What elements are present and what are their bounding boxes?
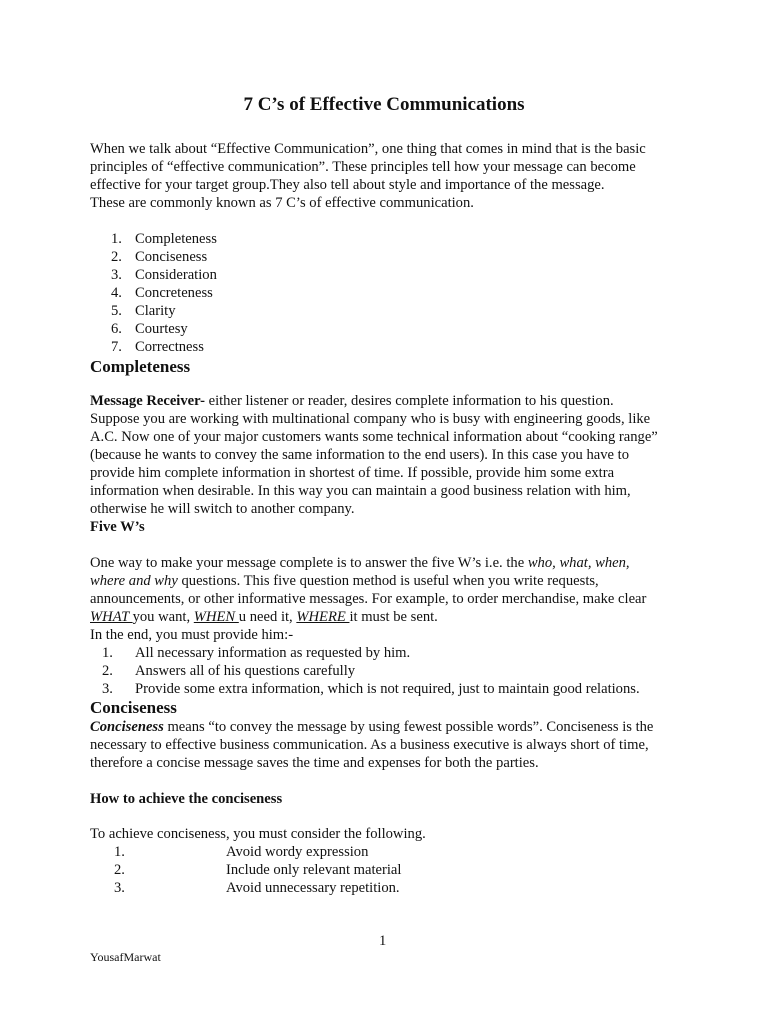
list-item: 2. Include only relevant material <box>114 862 402 878</box>
page-title: 7 C’s of Effective Communications <box>243 94 525 115</box>
conciseness-heading: Conciseness <box>90 698 177 717</box>
seven-cs-list <box>90 230 690 356</box>
page-number: 1 <box>379 933 387 949</box>
consider-line: To achieve conciseness, you must consider the following. <box>90 826 426 842</box>
intro-paragraph <box>90 140 690 212</box>
list-item: 4. Concreteness <box>111 285 213 301</box>
completeness-line: provide him complete information in shortest of time. If possible, provide him some extra <box>90 465 615 481</box>
completeness-line: A.C. Now one of your major customers wants some technical information about “cooking range” <box>90 429 658 445</box>
list-item: 2. Answers all of his questions carefully <box>102 663 356 679</box>
intro-line: These are commonly known as 7 C’s of effective communication. <box>90 195 474 211</box>
list-item: 1. Avoid wordy expression <box>114 844 369 860</box>
intro-line: effective for your target group.They also tell about style and importance of the message. <box>90 177 605 193</box>
list-item: 3. Provide some extra information, which is not required, just to maintain good relations. <box>102 681 640 697</box>
list-item: 1. Completeness <box>111 231 217 247</box>
completeness-line: information when desirable. In this way you can maintain a good business relation with him, <box>90 483 631 499</box>
receiver-label: Message Receiver- <box>90 393 205 409</box>
receiver-line: Message Receiver- either listener or reader, desires complete information to his question. <box>90 393 614 409</box>
list-item: 7. Correctness <box>111 339 204 355</box>
five-ws-paragraph: One way to make your message complete is to answer the five W’s i.e. the who, what, when, where and why questions. This five question method is useful when you write requests, announcements, or other informative messages. For example, to order merchandise, make clear WHAT you want, WHEN u need it, WHERE it must be sent. In the end, you must provide him:- <box>90 554 690 644</box>
intro-line: When we talk about “Effective Communication”, one thing that comes in mind that is the basic <box>90 141 646 157</box>
completeness-paragraph <box>90 392 690 536</box>
completeness-line: otherwise he will switch to another company. <box>90 501 355 517</box>
list-item: 2. Conciseness <box>111 249 208 265</box>
list-item: 6. Courtesy <box>111 321 188 337</box>
footer-author: YousafMarwat <box>90 950 161 964</box>
completeness-line: (because he wants to convey the same information to the end users). In this case you have to <box>90 447 629 463</box>
list-item: 1. All necessary information as requested by him. <box>102 645 411 661</box>
conciseness-steps <box>90 843 690 897</box>
provide-list <box>90 644 690 698</box>
conciseness-paragraph: Conciseness means “to convey the message by using fewest possible words”. Conciseness is the necessary to effective business communication. As a business executive is always short of time, therefore a concise message saves the time and expenses for both the parties. <box>90 719 654 771</box>
completeness-line: Suppose you are working with multinational company who is busy with engineering goods, like <box>90 411 651 427</box>
list-item: 3. Avoid unnecessary repetition. <box>114 880 400 896</box>
list-item: 5. Clarity <box>111 303 176 319</box>
completeness-heading: Completeness <box>90 357 191 376</box>
intro-line: principles of “effective communication”. These principles tell how your message can become <box>90 159 636 175</box>
in-the-end: In the end, you must provide him:- <box>90 627 294 643</box>
list-item: 3. Consideration <box>111 267 217 283</box>
how-to-heading: How to achieve the conciseness <box>90 791 283 807</box>
five-ws-heading: Five W’s <box>90 519 145 535</box>
